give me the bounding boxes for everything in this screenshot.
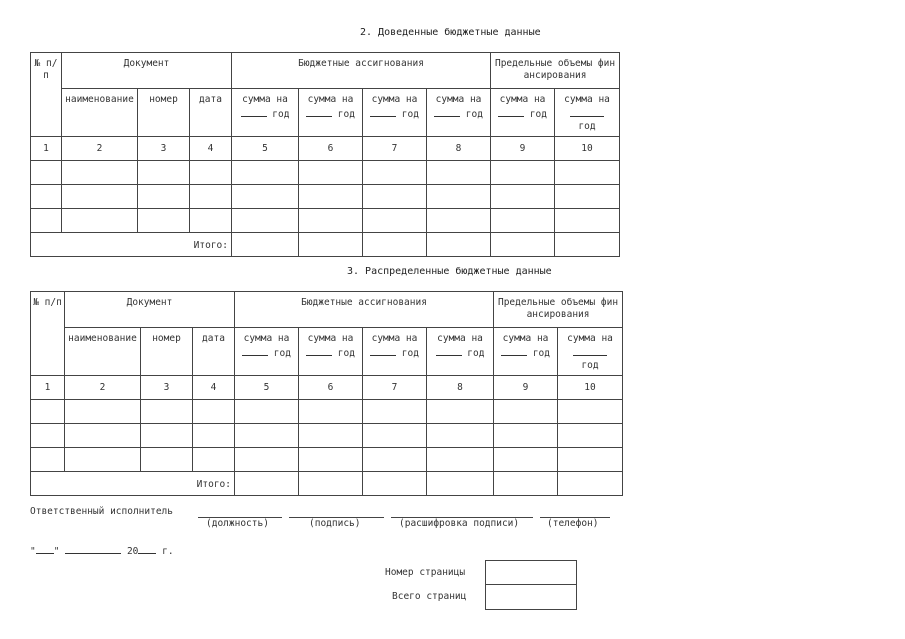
col-num-7: 7: [363, 376, 427, 400]
header-document: Документ: [65, 292, 235, 328]
header-limits: Предельные объемы финансирования: [494, 292, 623, 328]
col-num-1: 1: [31, 137, 62, 161]
header-limit-year-2: сумма на год: [555, 89, 620, 137]
section-2-title: 2. Доведенные бюджетные данные: [360, 27, 541, 38]
header-sum-year-2: сумма на год: [299, 89, 363, 137]
header-sum-year-3: сумма на год: [363, 328, 427, 376]
header-number: номер: [138, 89, 190, 137]
header-num: № п/п: [31, 292, 65, 376]
col-num-6: 6: [299, 376, 363, 400]
responsible-executor-label: Ответственный исполнитель: [30, 506, 173, 517]
table-row: [31, 185, 620, 209]
table-row: [31, 209, 620, 233]
header-sum-year-1: сумма на год: [235, 328, 299, 376]
col-num-2: 2: [62, 137, 138, 161]
col-num-4: 4: [193, 376, 235, 400]
position-caption: (должность): [206, 518, 269, 529]
total-label: Итого:: [31, 233, 232, 257]
col-num-4: 4: [190, 137, 232, 161]
header-limit-year-2: сумма на год: [558, 328, 623, 376]
col-num-5: 5: [232, 137, 299, 161]
col-num-3: 3: [141, 376, 193, 400]
header-limits: Предельные объемы финансирования: [491, 53, 620, 89]
page-number-box[interactable]: [485, 560, 577, 585]
col-num-9: 9: [491, 137, 555, 161]
col-num-9: 9: [494, 376, 558, 400]
header-assignments: Бюджетные ассигнования: [235, 292, 494, 328]
table-row: [31, 448, 623, 472]
total-pages-box[interactable]: [485, 584, 577, 610]
header-num: № п/п: [31, 53, 62, 137]
header-name: наименование: [62, 89, 138, 137]
col-num-3: 3: [138, 137, 190, 161]
header-assignments: Бюджетные ассигнования: [232, 53, 491, 89]
distributed-budget-table: [30, 291, 623, 496]
page-number-label: Номер страницы: [385, 567, 466, 578]
col-num-8: 8: [427, 137, 491, 161]
col-num-6: 6: [299, 137, 363, 161]
table-row: [31, 424, 623, 448]
col-num-10: 10: [555, 137, 620, 161]
header-name: наименование: [65, 328, 141, 376]
table-row: [31, 161, 620, 185]
header-sum-year-2: сумма на год: [299, 328, 363, 376]
col-num-5: 5: [235, 376, 299, 400]
date-line: " " 20 г.: [30, 543, 174, 557]
day-blank[interactable]: [36, 543, 54, 554]
header-limit-year-1: сумма на год: [491, 89, 555, 137]
total-pages-label: Всего страниц: [392, 591, 467, 602]
section-3-title: 3. Распределенные бюджетные данные: [347, 266, 552, 277]
header-date: дата: [190, 89, 232, 137]
col-num-10: 10: [558, 376, 623, 400]
header-limit-year-1: сумма на год: [494, 328, 558, 376]
signature-decoding-caption: (расшифровка подписи): [399, 518, 520, 529]
month-blank[interactable]: [65, 543, 121, 554]
col-num-2: 2: [65, 376, 141, 400]
header-number: номер: [141, 328, 193, 376]
header-sum-year-1: сумма на год: [232, 89, 299, 137]
header-sum-year-3: сумма на год: [363, 89, 427, 137]
signature-caption: (подпись): [309, 518, 361, 529]
total-row: [31, 472, 623, 496]
table-row: [31, 400, 623, 424]
col-num-7: 7: [363, 137, 427, 161]
header-sum-year-4: сумма на год: [427, 328, 494, 376]
delivered-budget-table: [30, 52, 620, 257]
col-num-1: 1: [31, 376, 65, 400]
header-date: дата: [193, 328, 235, 376]
total-row: [31, 233, 620, 257]
col-num-8: 8: [427, 376, 494, 400]
header-document: Документ: [62, 53, 232, 89]
year-blank[interactable]: [138, 543, 156, 554]
phone-caption: (телефон): [547, 518, 599, 529]
total-label: Итого:: [31, 472, 235, 496]
header-sum-year-4: сумма на год: [427, 89, 491, 137]
